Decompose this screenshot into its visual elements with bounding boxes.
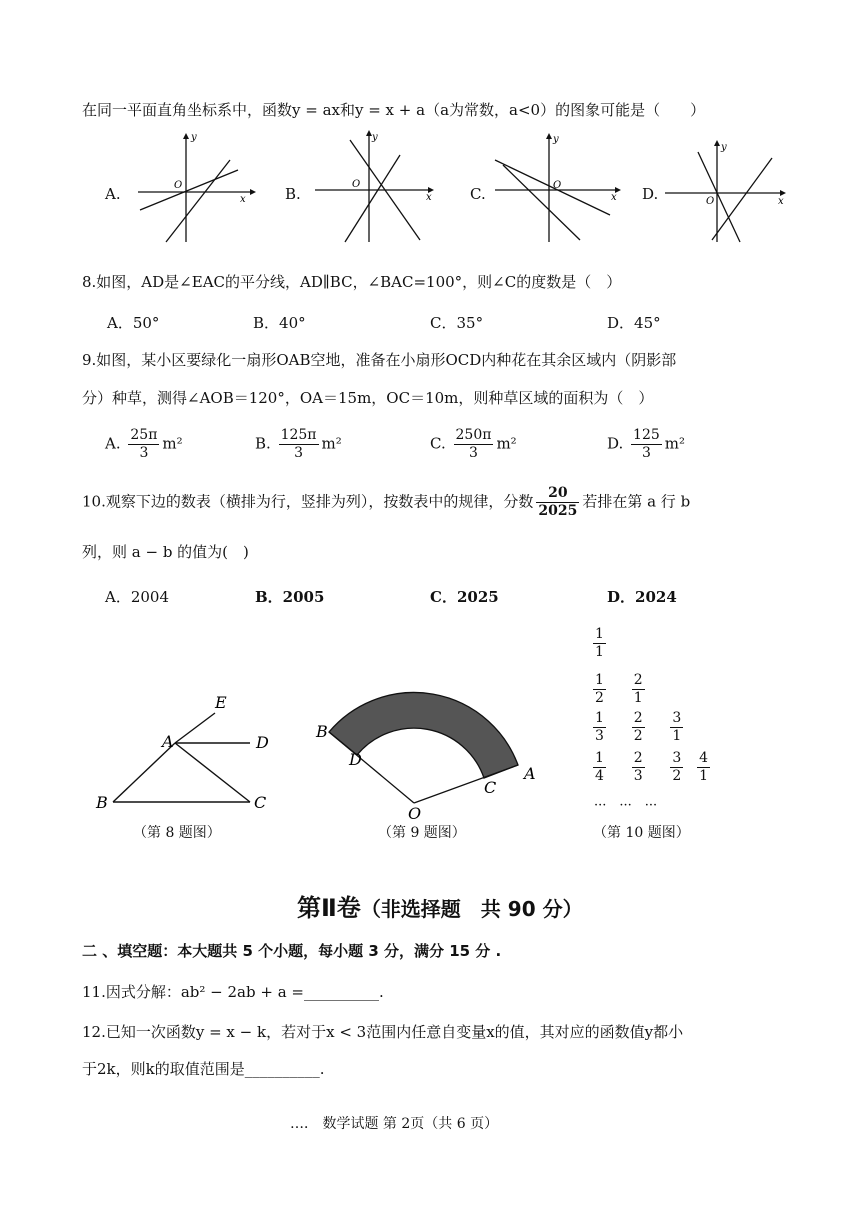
axis-y-label: y	[721, 142, 727, 153]
origin-label: O	[174, 180, 183, 191]
q7-option-c	[465, 130, 625, 245]
q10-line1: 10.观察下边的数表（横排为行，竖排为列），按数表中的规律，分数 $\frac{20}{2025}$ 若排在第 a 行 b	[82, 485, 691, 519]
row-3	[590, 710, 686, 745]
fraction: $\frac{1}{3}$	[595, 710, 604, 744]
axis-y-label: y	[553, 134, 559, 145]
axis-y-label: y	[191, 132, 197, 143]
graph-a	[100, 130, 260, 245]
q10-option-b: B．2005	[255, 588, 325, 606]
figure-8-caption: （第 8 题图）	[133, 825, 221, 841]
q8-option-a: A．50°	[107, 314, 160, 332]
label-b: B	[316, 722, 328, 741]
fraction: $\frac{20}{2025}$	[538, 485, 578, 519]
q9-option-a: A. $\frac{25\pi}{3}$ m²	[105, 427, 183, 461]
q10-option-d: D．2024	[607, 588, 677, 606]
graph-b	[280, 130, 440, 245]
q9-option-b: B. $\frac{125\pi}{3}$ m²	[255, 427, 342, 461]
fraction: $\frac{4}{1}$	[699, 750, 709, 784]
q8-option-c: C．35°	[430, 314, 484, 332]
figure-9	[310, 675, 550, 825]
fraction: $\frac{125\pi}{3}$	[280, 427, 317, 461]
section-2-heading: 二 、填空题：本大题共 5 个小题，每小题 3 分，满分 15 分 .	[82, 942, 502, 960]
origin-label: O	[352, 179, 361, 190]
axis-y-label: y	[372, 132, 378, 143]
q9-option-d: D. $\frac{125}{3}$ m²	[607, 427, 686, 461]
axis-x-label: x	[240, 194, 246, 205]
axis-x-label: x	[778, 196, 784, 207]
label-c: C	[484, 778, 497, 797]
q9-option-c: C. $\frac{250\pi}{3}$ m²	[430, 427, 517, 461]
label-b: B	[96, 793, 108, 812]
fraction: $\frac{2}{2}$	[633, 710, 643, 744]
label-d: D	[256, 733, 269, 752]
fraction: $\frac{3}{2}$	[672, 750, 682, 784]
axis-x-label: x	[426, 192, 432, 203]
part-2-title: 第Ⅱ卷（非选择题 共 90 分）	[297, 894, 583, 922]
option-label: C.	[470, 185, 486, 203]
label-o: O	[408, 804, 422, 823]
q8-stem: 8.如图，AD是∠EAC的平分线，AD∥BC，∠BAC=100°，则∠C的度数是（ ）	[82, 273, 622, 291]
row-4	[590, 750, 713, 785]
figure-10-caption: （第 10 题图）	[593, 825, 690, 841]
label-e: E	[215, 693, 227, 712]
q11: 11.因式分解：ab² − 2ab + a =__________.	[82, 983, 384, 1001]
row-2	[590, 672, 648, 707]
fraction: $\frac{25\pi}{3}$	[130, 427, 158, 461]
q10-line2: 列，则 a − b 的值为( )	[82, 543, 249, 561]
figure-10-table	[590, 626, 730, 816]
label-a: A	[524, 764, 536, 783]
q8-option-d: D．45°	[607, 314, 661, 332]
label-d: D	[349, 750, 362, 769]
graph-c	[465, 130, 625, 245]
fraction: $\frac{2}{1}$	[633, 672, 643, 706]
option-label: B.	[285, 185, 301, 203]
option-label: A.	[105, 185, 121, 203]
fraction: $\frac{1}{2}$	[595, 672, 604, 706]
q12-line1: 12.已知一次函数y = x − k，若对于x < 3范围内任意自变量x的值，其对应的函数值y都小	[82, 1023, 684, 1041]
q7-option-b	[280, 130, 440, 245]
q7-stem: 在同一平面直角坐标系中，函数y = ax和y = x + a（a为常数，a<0）的图象可能是（ ）	[82, 101, 706, 119]
label-c: C	[254, 793, 267, 812]
q9-line1: 9.如图，某小区要绿化一扇形OAB空地，准备在小扇形OCD内种花在其余区域内（阴影部	[82, 351, 677, 369]
fraction: $\frac{250\pi}{3}$	[455, 427, 492, 461]
q7-option-a	[100, 130, 260, 245]
fraction: $\frac{3}{1}$	[672, 710, 682, 744]
q10-option-a: A．2004	[105, 588, 170, 606]
fraction: $\frac{1}{4}$	[595, 750, 604, 784]
fraction: $\frac{2}{3}$	[633, 750, 643, 784]
origin-label: O	[553, 180, 562, 191]
q10-option-c: C．2025	[430, 588, 499, 606]
origin-label: O	[706, 196, 715, 207]
graph-d	[640, 130, 800, 245]
figure-9-caption: （第 9 题图）	[378, 825, 466, 841]
row-1	[590, 626, 609, 661]
fraction: $\frac{125}{3}$	[633, 427, 660, 461]
q7-option-d	[640, 130, 800, 245]
q12-line2: 于2k，则k的取值范围是__________.	[82, 1060, 325, 1078]
option-label: D.	[642, 185, 659, 203]
figure-8	[90, 690, 300, 820]
label-a: A	[162, 732, 174, 751]
q9-line2: 分）种草，测得∠AOB＝120°，OA＝15m，OC＝10m，则种草区域的面积为（ ）	[82, 389, 654, 407]
row-dots: ··· ··· ···	[594, 798, 658, 813]
page-footer: …． 数学试题 第 2页（共 6 页）	[290, 1116, 499, 1132]
fraction: $\frac{1}{1}$	[595, 626, 604, 660]
q8-option-b: B．40°	[253, 314, 306, 332]
axis-x-label: x	[611, 192, 617, 203]
